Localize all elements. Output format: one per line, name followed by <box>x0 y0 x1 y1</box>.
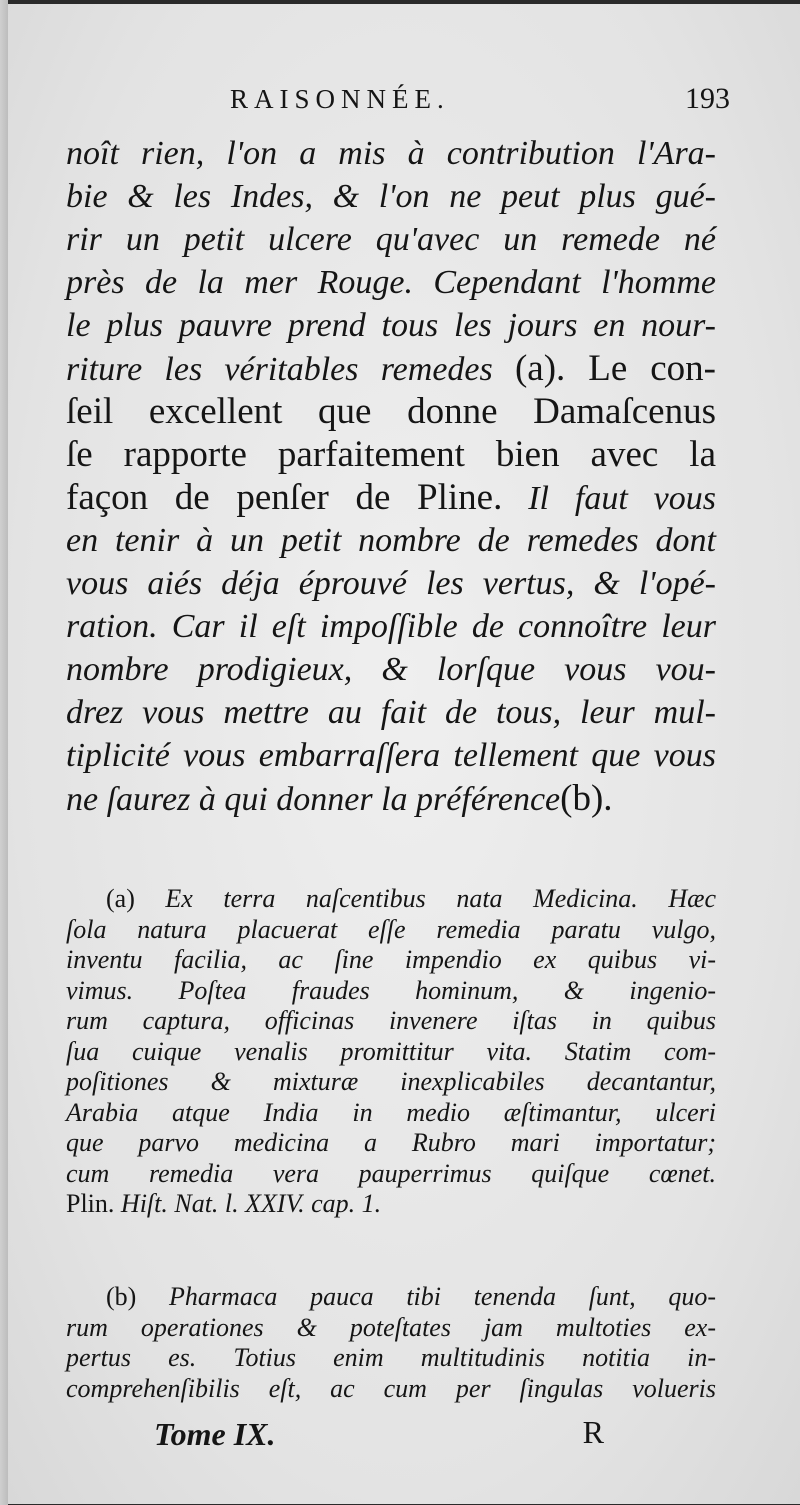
running-head <box>230 84 730 124</box>
volume-label: Tome IX. <box>154 1416 276 1452</box>
text-line: ſe rapporte parfaitement bien avec la <box>66 434 716 475</box>
text-line: ration. Car il eſt impoſſible de connoître leur <box>66 608 716 645</box>
text-segment: Plin. <box>66 1189 115 1218</box>
page-edge <box>0 0 8 1505</box>
text-line: vous aiés déja éprouvé les vertus, & l'opé- <box>66 565 716 602</box>
text-segment: Ex terra naſcentibus nata Medicina. Hæc <box>165 884 716 913</box>
text-line: drez vous mettre au fait de tous, leur mul- <box>66 694 716 731</box>
text-segment: Pharmaca pauca tibi tenenda ſunt, quo- <box>169 1282 717 1311</box>
page-number: 193 <box>685 82 730 115</box>
text-line: rir un petit ulcere qu'avec un remede né <box>66 221 716 258</box>
footnote-line: pertus es. Totius enim multitudinis notitia in- <box>66 1343 716 1372</box>
book-page <box>8 4 800 1504</box>
text-line: le plus pauvre prend tous les jours en nour- <box>66 307 716 344</box>
footnote-line: que parvo medicina a Rubro mari importatur; <box>66 1128 716 1157</box>
main-text <box>66 132 716 820</box>
footnote-line: comprehenſibilis eſt, ac cum per ſingulas volueris <box>66 1373 716 1403</box>
footnote-line: cum remedia vera pauperrimus quiſque cœnet. <box>66 1158 716 1188</box>
footnote-line: rum captura, officinas invenere iſtas in quibus <box>66 1006 716 1035</box>
footnote-line: ſua cuique venalis promittitur vita. Statim com- <box>66 1036 716 1066</box>
text-line: nombre prodigieux, & lorſque vous vou- <box>66 651 716 688</box>
text-line <box>66 476 716 519</box>
footnote-a <box>66 884 716 1220</box>
footnote-marker: (b) <box>106 1282 137 1311</box>
footnote-line: Arabia atque India in medio æſtimantur, ulceri <box>66 1097 716 1127</box>
running-title: RAISONNÉE. <box>230 84 450 114</box>
text-line: en tenir à un petit nombre de remedes dont <box>66 522 716 559</box>
footnote-line: rum operationes & poteſtates jam multoties ex- <box>66 1312 716 1342</box>
page-footer <box>154 1416 614 1456</box>
text-segment: (a). Le con- <box>514 348 716 389</box>
footnote-line <box>66 884 716 915</box>
footnote-b <box>66 1282 716 1404</box>
footnote-line <box>66 1282 716 1313</box>
text-line: près de la mer Rouge. Cependant l'homme <box>66 264 716 301</box>
text-segment: façon de penſer de Pline. <box>66 477 503 518</box>
footnote-line: ſola natura placuerat eſſe remedia paratu vulgo, <box>66 914 716 944</box>
text-line: noît rien, l'on a mis à contribution l'Ara- <box>66 135 716 172</box>
text-segment: Hiſt. Nat. l. XXIV. cap. 1. <box>120 1189 382 1218</box>
footnote-marker: (a) <box>106 884 135 913</box>
footnote-line: poſitiones & mixturæ inexplicabiles decantantur, <box>66 1067 716 1096</box>
text-segment: (b). <box>560 778 613 819</box>
footnote-line: vimus. Poſtea fraudes hominum, & ingenio- <box>66 975 716 1005</box>
text-line: ſeil excellent que donne Damaſcenus <box>66 391 716 432</box>
text-line <box>66 347 716 390</box>
text-segment: Il faut vous <box>528 480 716 517</box>
text-line: bie & les Indes, & l'on ne peut plus gué- <box>66 178 716 215</box>
signature-mark: R <box>582 1414 604 1450</box>
text-segment: riture les véritables remedes <box>66 351 493 388</box>
text-segment: ne ſaurez à qui donner la préférence <box>66 781 561 818</box>
text-line: tiplicité vous embarraſſera tellement que vous <box>66 737 716 774</box>
footnote-line: inventu facilia, ac ſine impendio ex quibus vi- <box>66 945 716 974</box>
text-line <box>66 777 716 820</box>
footnote-line <box>66 1189 716 1220</box>
